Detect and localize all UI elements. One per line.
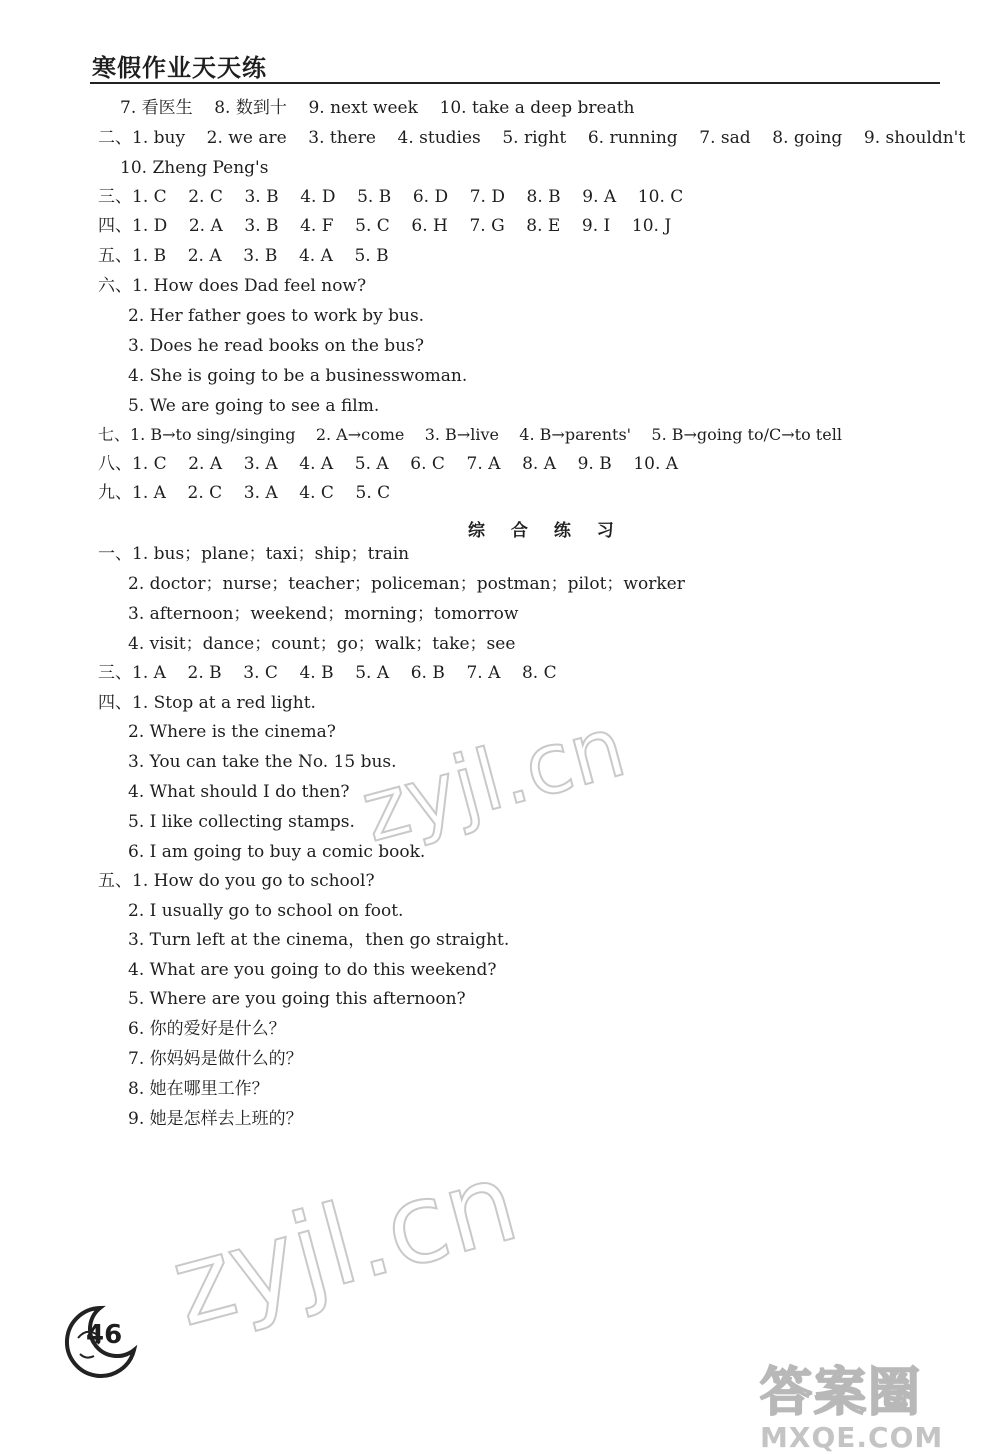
answer-line: 七、1. B→to sing/singing 2. A→come 3. B→live 4. B→parents' 5. B→going to/C→to tell [98,425,842,444]
logo-brand: 答案圈 [760,1363,923,1423]
answer-line: 3. You can take the No. 15 bus. [128,752,397,772]
answer-line: 3. Does he read books on the bus? [128,336,424,356]
answer-line: 三、1. A 2. B 3. C 4. B 5. A 6. B 7. A 8. C [98,663,557,683]
answer-line: 7. 你妈妈是做什么的？ [128,1049,303,1069]
answer-line: 三、1. C 2. C 3. B 4. D 5. B 6. D 7. D 8. B 9. A 10. C [98,187,684,207]
answer-line: 4. What are you going to do this weekend? [128,960,497,980]
header-title: 寒假作业天天练 [92,54,267,82]
answer-line: 7. 看医生 8. 数到十 9. next week 10. take a deep breath [120,98,635,118]
watermark: zyjl.cn [351,697,635,861]
answer-line: 五、1. How do you go to school? [98,871,375,891]
answer-line: 四、1. Stop at a red light. [98,693,316,713]
answer-line: 5. Where are you going this afternoon? [128,989,466,1009]
answer-line: 5. We are going to see a film. [128,396,380,416]
answer-line: 3. afternoon；weekend；morning；tomorrow [128,604,519,624]
section-title: 综 合 练 习 [468,521,624,541]
answer-line: 10. Zheng Peng's [120,158,269,178]
watermark: zyjl.cn [159,1137,530,1351]
answer-line: 6. I am going to buy a comic book. [128,842,426,862]
answer-line: 4. What should I do then? [128,782,350,802]
logo-url: MXQE.COM [760,1421,944,1454]
answer-line: 4. She is going to be a businesswoman. [128,366,468,386]
answer-line: 5. I like collecting stamps. [128,812,355,832]
corner-logo [760,1350,943,1454]
answer-line: 6. 你的爱好是什么？ [128,1019,286,1039]
answer-line: 二、1. buy 2. we are 3. there 4. studies 5. right 6. running 7. sad 8. going 9. shouldn't [98,128,966,148]
page-number: 46 [86,1320,123,1350]
answer-line: 2. I usually go to school on foot. [128,901,404,921]
answer-line: 2. Her father goes to work by bus. [128,306,425,326]
answer-line: 2. doctor；nurse；teacher；policeman；postman；pilot；worker [128,574,685,594]
answer-line: 一、1. bus；plane；taxi；ship；train [98,544,410,564]
answer-line: 4. visit；dance；count；go；walk；take；see [128,634,516,654]
answer-line: 3. Turn left at the cinema，then go straight. [128,930,510,950]
answer-line: 八、1. C 2. A 3. A 4. A 5. A 6. C 7. A 8. A 9. B 10. A [98,454,679,474]
header-rule [90,82,940,84]
answer-line: 六、1. How does Dad feel now? [98,276,367,296]
answer-line: 九、1. A 2. C 3. A 4. C 5. C [98,483,391,503]
answer-line: 8. 她在哪里工作？ [128,1079,269,1099]
answer-line: 四、1. D 2. A 3. B 4. F 5. C 6. H 7. G 8. E 9. I 10. J [98,216,672,236]
answer-line: 五、1. B 2. A 3. B 4. A 5. B [98,246,389,266]
answer-line: 9. 她是怎样去上班的？ [128,1109,303,1129]
answer-line: 2. Where is the cinema? [128,722,336,742]
